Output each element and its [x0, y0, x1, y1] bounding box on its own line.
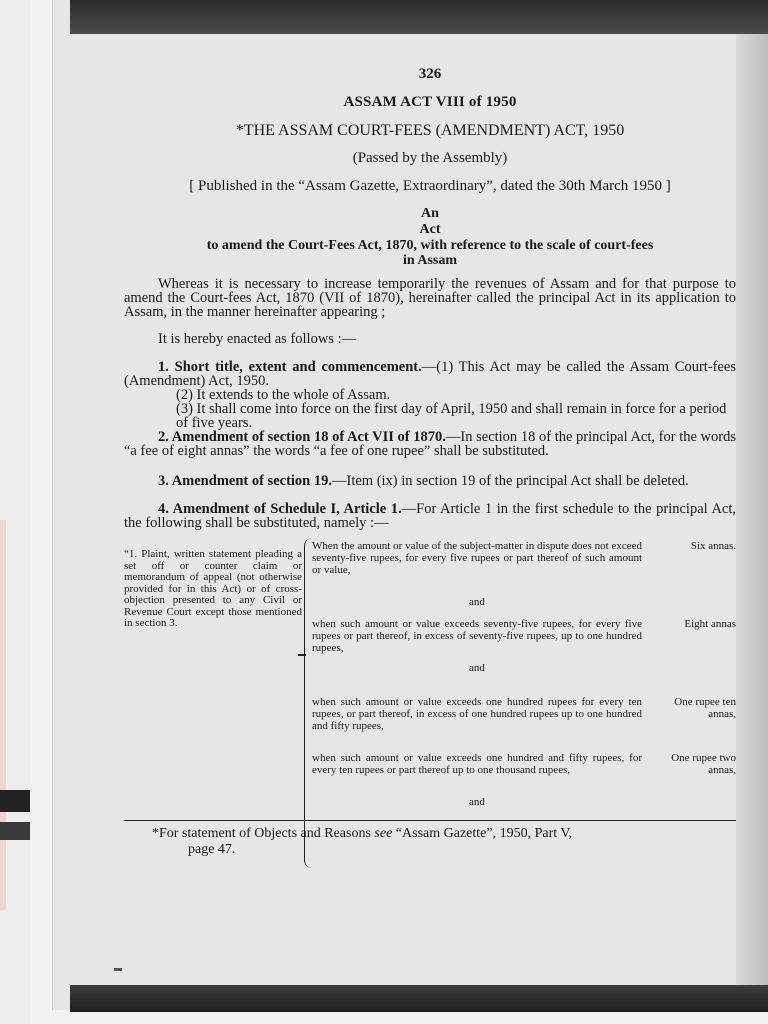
schedule-item-1: When the amount or value of the subject-matter in dispute does not exceed seventy-five rupees, for every five rupees or part thereof of such amount or value, [312, 540, 642, 576]
section-1-heading: 1. Short title, extent and commencement. [158, 359, 422, 375]
schedule-item-3: when such amount or value exceeds one hundred rupees for every ten rupees, or part thereof, in excess of one hundred rupees up to one hundred and fifty rupees, [312, 696, 642, 732]
section-1-text: —(1) This Act may be called the Assam Court-fees (Amendment) Act, 1950. [124, 359, 736, 389]
preamble: Whereas it is necessary to increase temporarily the revenues of Assam and for that purpose to amend the Court-fees Act, 1870 (VII of 1870), hereinafter called the principal Act in its application to Assam, in the manner hereinafter appearing ; [124, 276, 736, 320]
schedule-article-description: “1. Plaint, written statement pleading a set off or counter claim or memorandum of appeal (not otherwise provided for in this Act) or of cross-objection presented to any Civil or Revenue Court except those mentioned in section 3. [124, 548, 302, 629]
act-number: ASSAM ACT VIII of 1950 [343, 94, 517, 110]
act-title: *THE ASSAM COURT-FEES (AMENDMENT) ACT, 1950 [235, 122, 625, 139]
heading-act: Act [419, 222, 441, 237]
schedule-and: and [469, 796, 485, 808]
scan-speck [114, 968, 122, 971]
section-2-heading: 2. Amendment of section 18 of Act VII of 1870. [158, 429, 446, 445]
enacting-clause: It is hereby enacted as follows :— [158, 331, 357, 347]
schedule-fee-2: Eight annas [684, 618, 736, 630]
section-2 [124, 430, 736, 458]
section-4-text: —For Article 1 in the first schedule to the principal Act, the following shall be substituted, namely :— [124, 501, 736, 531]
long-title: to amend the Court-Fees Act, 1870, with reference to the scale of court-fees [206, 238, 654, 253]
scan-left-margin [0, 0, 30, 1024]
scan-binding-mark [0, 822, 30, 840]
section-3-text: —Item (ix) in section 19 of the principal Act shall be deleted. [332, 473, 689, 489]
page-number: 326 [418, 66, 442, 82]
scan-right-edge [736, 34, 768, 985]
section-3 [124, 474, 736, 488]
section-1-sub-3: (3) It shall come into force on the first day of April, 1950 and shall remain in force for a period of five years. [176, 401, 727, 431]
schedule-fee-4: One rupee two annas, [671, 752, 736, 776]
section-1-sub-2: (2) It extends to the whole of Assam. [176, 387, 391, 403]
schedule-fee-3: One rupee ten annas, [674, 696, 736, 720]
footnote-reference: “Assam Gazette”, 1950, Part V, [395, 826, 573, 841]
long-title-cont: in Assam [402, 253, 458, 268]
section-2-text: —In section 18 of the principal Act, for the words “a fee of eight annas” the words “a fee of one rupee” shall be substituted. [124, 429, 736, 459]
schedule-brace-tip [298, 654, 306, 656]
footnote-page: page 47. [188, 842, 236, 857]
heading-an: An [421, 206, 439, 221]
schedule-item-4: when such amount or value exceeds one hundred and fifty rupees, for every ten rupees or part thereof up to one thousand rupees, [312, 752, 642, 776]
footnote-prefix: *For statement of Objects and Reasons [152, 826, 371, 841]
schedule-and: and [469, 662, 485, 674]
footnote-rule [124, 820, 736, 821]
schedule-fee-1: Six annas. [690, 540, 736, 552]
scan-bottom-shadow [70, 985, 768, 1012]
section-4 [124, 502, 736, 530]
scan-top-shadow [70, 0, 768, 34]
footnote-see: see [374, 826, 393, 841]
passed-note: (Passed by the Assembly) [352, 150, 508, 166]
publication-note: [ Published in the “Assam Gazette, Extraordinary”, dated the 30th March 1950 ] [189, 178, 671, 194]
schedule-and: and [469, 596, 485, 608]
section-3-heading: 3. Amendment of section 19. [158, 473, 332, 489]
section-1 [124, 360, 736, 388]
scan-edge-tint [0, 520, 6, 910]
scan-binding-mark [0, 790, 30, 812]
section-4-heading: 4. Amendment of Schedule I, Article 1. [158, 501, 402, 517]
schedule-item-2: when such amount or value exceeds seventy-five rupees, for every five rupees or part thereof, in excess of seventy-five rupees, up to one hundred rupees, [312, 618, 642, 654]
footnote [152, 826, 736, 842]
